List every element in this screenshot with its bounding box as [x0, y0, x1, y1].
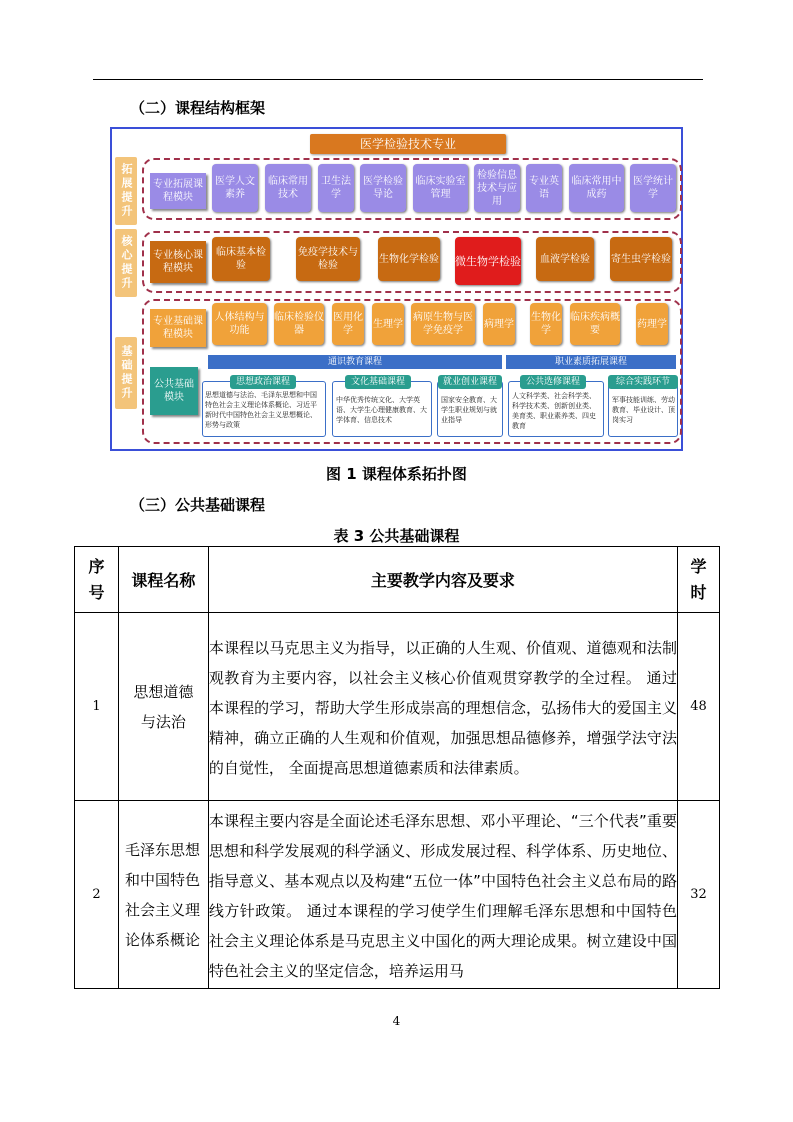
course-box: 临床基本检验 [212, 237, 270, 281]
side-label-core: 核心提升 [115, 229, 137, 297]
row-no: 2 [75, 801, 119, 989]
course-box: 生物化学 [530, 303, 562, 345]
group-text: 军事技能训练、劳动教育、毕业设计、顶岗实习 [612, 396, 675, 424]
row-hours: 32 [678, 801, 720, 989]
bar-general-education: 通识教育课程 [208, 355, 502, 369]
table-caption: 表 3 公共基础课程 [333, 527, 460, 545]
public-courses-table [74, 546, 720, 989]
table-row [75, 801, 720, 989]
course-box: 生物化学检验 [378, 237, 440, 281]
table-row [75, 613, 720, 801]
header-content: 主要教学内容及要求 [208, 547, 677, 613]
section-heading-2: （二）课程结构框架 [130, 99, 266, 117]
header-rule [93, 79, 703, 80]
row-no: 1 [75, 613, 119, 801]
course-box: 检验信息技术与应用 [474, 164, 520, 212]
course-box: 寄生虫学检验 [610, 237, 672, 281]
row-course-name: 思想道德与法治 [118, 613, 208, 801]
row-course-name: 毛泽东思想和中国特色社会主义理论体系概论 [118, 801, 208, 989]
course-structure-diagram [110, 127, 683, 451]
course-box: 临床疾病概要 [570, 303, 620, 345]
module-core: 专业核心课程模块 [150, 241, 206, 283]
course-box: 医学统计学 [630, 164, 676, 212]
group-text: 中华优秀传统文化、大学英语、大学生心理健康教育、大学体育、信息技术 [336, 396, 427, 424]
group-text: 国家安全教育、大学生职业规划与就业指导 [441, 396, 497, 424]
course-box-highlight: 微生物学检验 [455, 237, 521, 285]
course-box: 人体结构与功能 [212, 303, 267, 345]
course-box: 临床实验室管理 [413, 164, 468, 212]
figure-caption: 图 1 课程体系拓扑图 [326, 465, 467, 483]
bar-quality-expansion: 职业素质拓展课程 [506, 355, 676, 369]
course-box: 医学检验导论 [360, 164, 406, 212]
module-basic: 专业基础课程模块 [150, 309, 206, 347]
page-number: 4 [392, 1014, 401, 1028]
course-box: 临床常用中成药 [569, 164, 624, 212]
course-box: 病原生物与医学免疫学 [411, 303, 475, 345]
row-hours: 48 [678, 613, 720, 801]
course-box: 生理学 [372, 303, 404, 345]
module-public: 公共基础模块 [150, 367, 198, 415]
header-name: 课程名称 [118, 547, 208, 613]
section-heading-3: （三）公共基础课程 [130, 496, 266, 514]
module-expand: 专业拓展课程模块 [150, 173, 206, 209]
diagram-title: 医学检验技术专业 [310, 134, 506, 154]
course-box: 免疫学技术与检验 [296, 237, 360, 281]
side-label-basic: 基础提升 [115, 337, 137, 409]
group-text: 思想道德与法治、毛泽东思想和中国特色社会主义理论体系概论、习近平新时代中国特色社会主义思想概论、形势与政策 [205, 391, 317, 429]
course-box: 医用化学 [332, 303, 364, 345]
row-content: 本课程以马克思主义为指导，以正确的人生观、价值观、道德观和法制观教育为主要内容，以社会主义核心价值观贯穿教学的全过程。 通过本课程的学习，帮助大学生形成崇高的理想信念，弘扬伟大的爱国主义精神，确立正确的人生观和价值观，加强思想品德修养，增强学法守法的自觉性， 全面提高思想道德素质和法律素质。 [208, 613, 677, 801]
course-box: 病理学 [483, 303, 515, 345]
side-label-expand: 拓展提升 [115, 157, 137, 225]
group-label: 就业创业课程 [438, 375, 502, 389]
course-box: 临床常用技术 [265, 164, 311, 212]
course-box: 药理学 [636, 303, 668, 345]
course-box: 专业英语 [526, 164, 562, 212]
header-hours: 学时 [678, 547, 720, 613]
group-label: 公共选修课程 [520, 375, 586, 389]
group-label: 文化基础课程 [345, 375, 411, 389]
group-text: 人文科学类、社会科学类、科学技术类、创新创业类、美育类、职业素养类、四史教育 [512, 392, 596, 430]
course-box: 临床检验仪器 [274, 303, 324, 345]
course-box: 医学人文素养 [212, 164, 258, 212]
group-label: 思想政治课程 [230, 375, 296, 389]
group-label: 综合实践环节 [608, 375, 678, 389]
header-no: 序号 [75, 547, 119, 613]
row-content: 本课程主要内容是全面论述毛泽东思想、邓小平理论、“三个代表”重要思想和科学发展观的科学涵义、形成发展过程、科学体系、历史地位、指导意义、基本观点以及构建“五位一体”中国特色社会主义总布局的路线方针政策。 通过本课程的学习使学生们理解毛泽东思想和中国特色社会主义理论体系是马克思主义中国化的两大理论成果。树立建设中国特色社会主义的坚定信念，培养运用马 [208, 801, 677, 989]
table-header-row [75, 547, 720, 613]
course-box: 卫生法学 [318, 164, 354, 212]
course-box: 血液学检验 [536, 237, 594, 281]
